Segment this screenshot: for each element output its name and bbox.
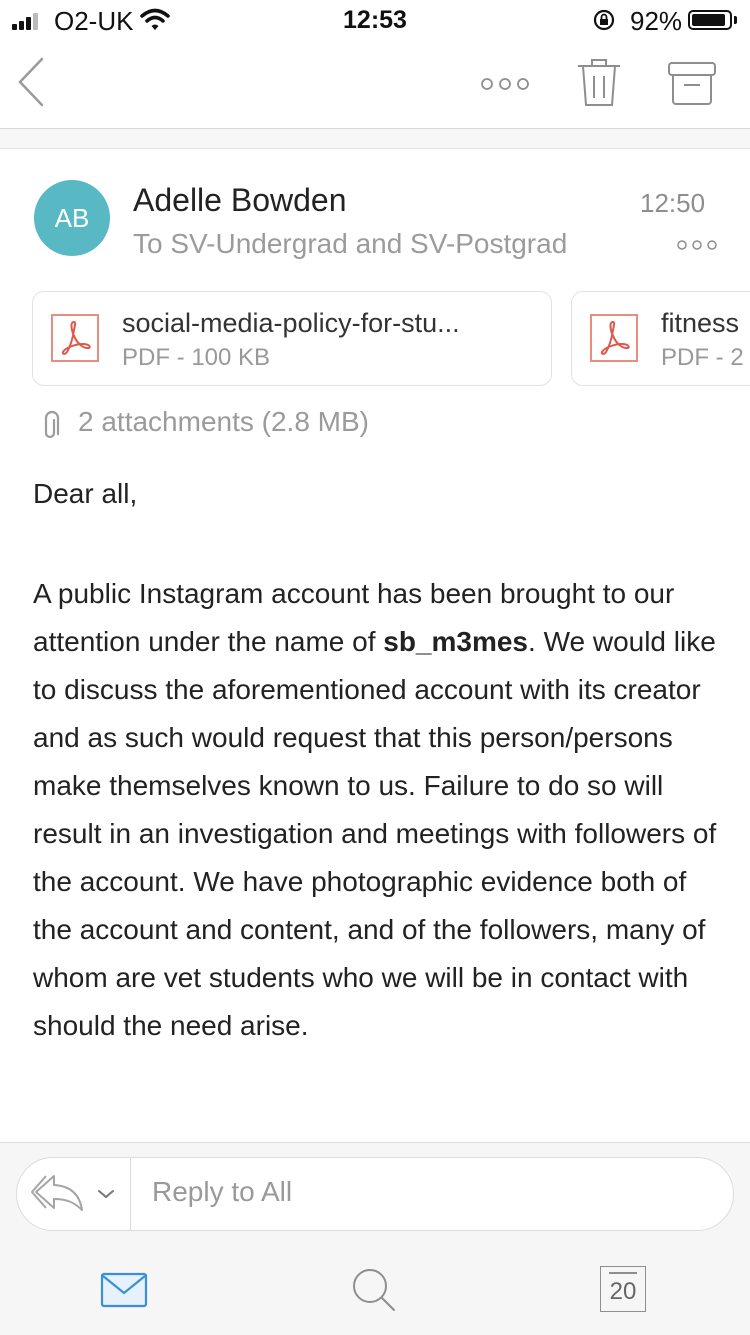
reply-separator <box>130 1158 131 1230</box>
attachment-card[interactable] <box>571 291 750 386</box>
separator-band <box>0 129 750 148</box>
battery-icon <box>688 10 732 30</box>
more-horizontal-icon[interactable] <box>480 76 530 92</box>
reply-all-icon[interactable] <box>30 1172 86 1212</box>
avatar[interactable]: AB <box>34 180 110 256</box>
attachment-name: fitness <box>661 308 740 338</box>
attachments-summary[interactable]: 2 attachments (2.8 MB) <box>78 406 370 437</box>
reply-input[interactable]: Reply to All <box>152 1176 293 1207</box>
chevron-left-icon[interactable] <box>16 56 46 108</box>
search-icon[interactable] <box>350 1266 398 1314</box>
email-body <box>33 570 723 1050</box>
battery-percent: 92% <box>630 6 683 36</box>
divider <box>0 148 750 149</box>
pdf-icon <box>51 314 99 362</box>
carrier-label: O2-UK <box>54 6 134 36</box>
rotation-lock-icon <box>592 8 616 32</box>
status-time: 12:53 <box>343 6 407 34</box>
paperclip-icon <box>42 410 62 442</box>
mail-icon[interactable] <box>100 1272 148 1308</box>
sent-time: 12:50 <box>640 188 706 218</box>
pdf-icon <box>590 314 638 362</box>
toolbar <box>0 42 750 129</box>
recipients[interactable]: To SV-Undergrad and SV-Postgrad <box>133 228 568 259</box>
archive-icon[interactable] <box>666 60 718 106</box>
body-text: . We would like to discuss the aforementioned account with its creator and as such would request that this person/persons make themselves known to us. Failure to do so will result in an investigation and meetings with followers of the account. We have photographic evidence both of the account and content, and of the followers, many of whom are vet students who we will be in contact with should the need arise. <box>33 626 717 1041</box>
trash-icon[interactable] <box>576 56 622 108</box>
sender-name[interactable]: Adelle Bowden <box>133 182 347 218</box>
message-more-icon[interactable] <box>676 238 718 252</box>
battery-tip <box>734 16 737 24</box>
email-greeting: Dear all, <box>33 478 138 509</box>
attachment-name: social-media-policy-for-stu... <box>122 308 460 338</box>
attachment-card[interactable] <box>32 291 552 386</box>
attachment-meta: PDF - 2 <box>661 344 744 371</box>
account-name: sb_m3mes <box>383 626 529 657</box>
reply-bar[interactable] <box>16 1157 734 1231</box>
chevron-down-icon[interactable] <box>96 1188 116 1200</box>
calendar-day: 20 <box>609 1278 637 1305</box>
body-text: A public Instagram account has been brought to our attention under the name of <box>33 578 675 657</box>
attachment-meta: PDF - 100 KB <box>122 344 271 371</box>
status-bar <box>0 0 750 40</box>
calendar-icon[interactable] <box>600 1266 646 1312</box>
